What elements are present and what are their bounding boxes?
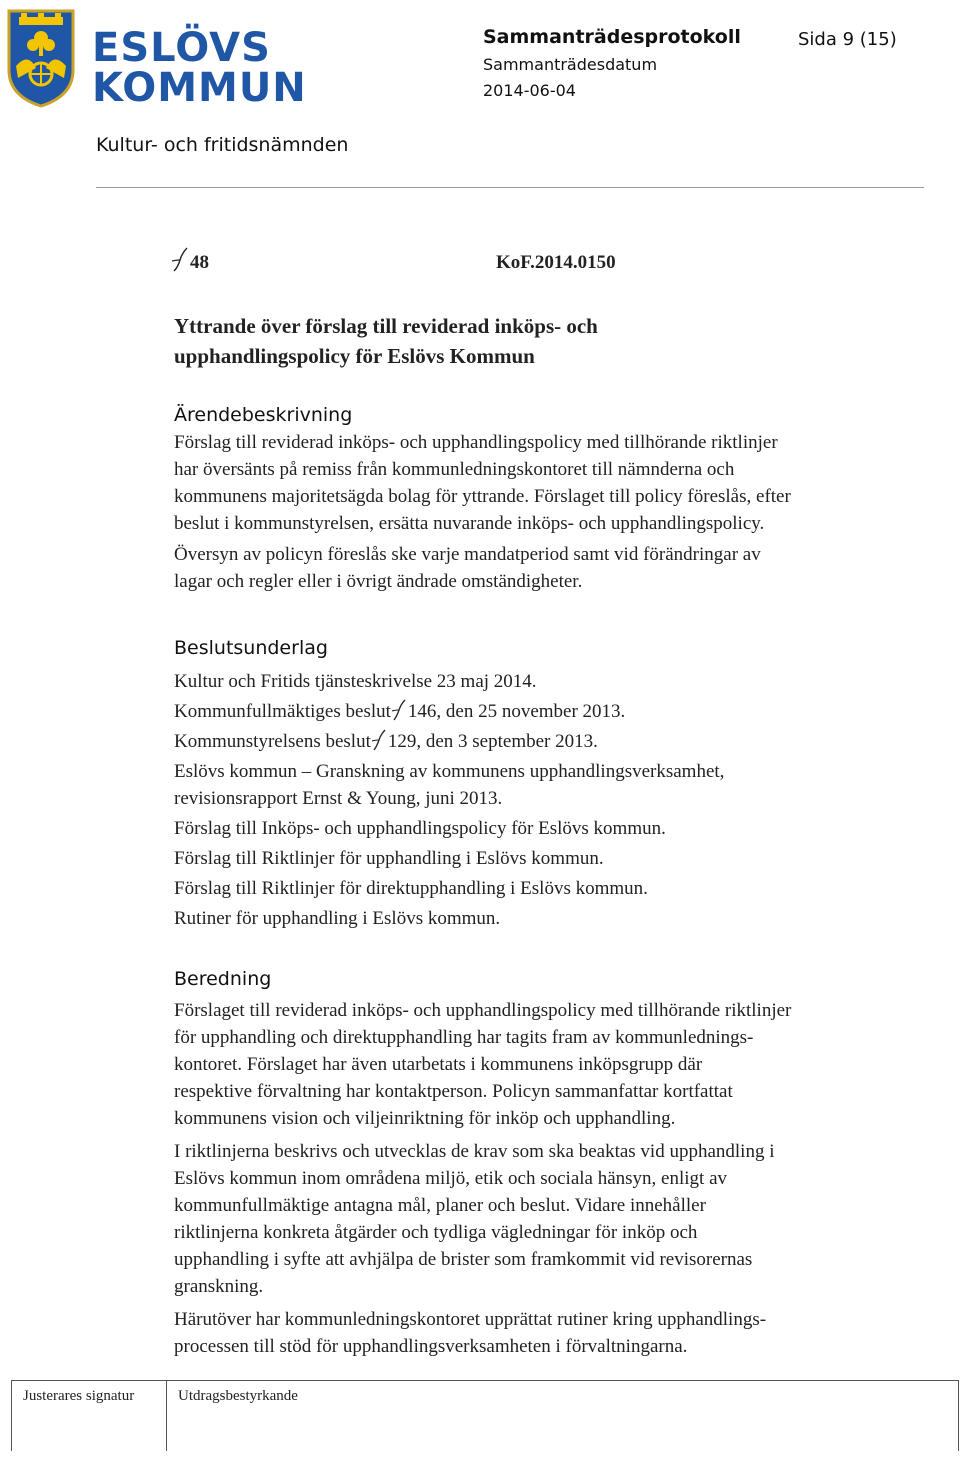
beslutsunderlag-heading: Beslutsunderlag bbox=[174, 637, 328, 659]
text-line: Eslövs kommun inom områdena miljö, etik och sociala hänsyn, enligt av bbox=[174, 1168, 728, 1189]
arendebeskrivning-section bbox=[174, 402, 934, 595]
beredning-heading: Beredning bbox=[174, 968, 272, 990]
list-item-text: Kommunstyrelsens beslut bbox=[174, 731, 371, 752]
brand-line-1: ESLÖVS bbox=[92, 25, 271, 71]
footer-label-utdrag: Utdragsbestyrkande bbox=[178, 1388, 298, 1404]
text-line: riktlinjerna konkreta åtgärder och tydliga vägledningar för inköp och bbox=[174, 1222, 698, 1243]
beredning-section bbox=[174, 966, 934, 1360]
list-item: Eslövs kommun – Granskning av kommunens upphandlingsverksamhet, bbox=[174, 761, 725, 782]
protocol-title: Sammanträdesprotokoll bbox=[483, 26, 741, 48]
footer-cell-utdrag bbox=[167, 1381, 407, 1451]
text-line: upphandling i syfte att avhjälpa de brister som framkommit vid revisorernas bbox=[174, 1249, 753, 1270]
footer-cell-justerare bbox=[12, 1381, 167, 1451]
title-line-1: Yttrande över förslag till reviderad inköps- och bbox=[174, 314, 598, 338]
text-line: Förslaget till reviderad inköps- och upphandlingspolicy med tillhörande riktlinjer bbox=[174, 1000, 792, 1021]
paragraph-title bbox=[174, 311, 874, 371]
date-label: Sammanträdesdatum bbox=[483, 55, 658, 74]
text-line: Översyn av policyn föreslås ske varje mandatperiod samt vid förändringar av bbox=[174, 544, 761, 565]
list-item: Kultur och Fritids tjänsteskrivelse 23 maj 2014. bbox=[174, 671, 537, 692]
header-divider bbox=[96, 187, 924, 188]
section-sign-icon bbox=[372, 729, 386, 751]
list-item-text: 146, den 25 november 2013. bbox=[407, 701, 626, 722]
text-line: beslut i kommunstyrelsen, ersätta nuvarande inköps- och upphandlingspolicy. bbox=[174, 513, 765, 534]
text-line: processen till stöd för upphandlingsverksamheten i förvaltningarna. bbox=[174, 1336, 688, 1357]
text-line: har översänts på remiss från kommunledningskontoret till nämnderna och bbox=[174, 459, 735, 480]
signature-footer bbox=[11, 1380, 959, 1451]
text-line: för upphandling och direktupphandling har tagits fram av kommunlednings- bbox=[174, 1027, 754, 1048]
text-line: granskning. bbox=[174, 1276, 264, 1297]
text-line: kontoret. Förslaget har även utarbetats i kommunens inköpsgrupp där bbox=[174, 1054, 703, 1075]
date-value: 2014-06-04 bbox=[483, 81, 576, 100]
list-item bbox=[174, 728, 934, 755]
brand-line-2: KOMMUN bbox=[92, 65, 307, 111]
text-line: Härutöver har kommunledningskontoret upprättat rutiner kring upphandlings- bbox=[174, 1309, 767, 1330]
case-reference: KoF.2014.0150 bbox=[496, 252, 616, 273]
text-line: lagar och regler eller i övrigt ändrade omständigheter. bbox=[174, 571, 583, 592]
text-line: kommunfullmäktige antagna mål, planer och beslut. Vidare innehåller bbox=[174, 1195, 706, 1216]
page-number: Sida 9 (15) bbox=[798, 29, 897, 50]
brand-wordmark bbox=[92, 25, 307, 111]
list-item: Förslag till Riktlinjer för upphandling i Eslövs kommun. bbox=[174, 848, 604, 869]
page-header bbox=[0, 0, 960, 190]
list-item: Rutiner för upphandling i Eslövs kommun. bbox=[174, 908, 501, 929]
footer-label-justerare: Justerares signatur bbox=[23, 1388, 135, 1404]
section-sign-icon bbox=[392, 699, 406, 721]
paragraph-number: 48 bbox=[190, 252, 209, 273]
eslov-crest-logo bbox=[6, 8, 76, 108]
list-item: revisionsrapport Ernst & Young, juni 2013. bbox=[174, 788, 503, 809]
text-line: respektive förvaltning har kontaktperson. Policyn sammanfattar kortfattat bbox=[174, 1081, 733, 1102]
list-item-text: 129, den 3 september 2013. bbox=[387, 731, 598, 752]
text-line: Förslag till reviderad inköps- och upphandlingspolicy med tillhörande riktlinjer bbox=[174, 432, 778, 453]
text-line: kommunens majoritetsägda bolag för yttrande. Förslaget till policy föreslås, efter bbox=[174, 486, 791, 507]
paragraph-heading bbox=[172, 245, 932, 279]
title-line-2: upphandlingspolicy för Eslövs Kommun bbox=[174, 344, 535, 368]
beslutsunderlag-section bbox=[174, 635, 934, 935]
section-sign-icon bbox=[172, 247, 188, 273]
list-item: Förslag till Inköps- och upphandlingspolicy för Eslövs kommun. bbox=[174, 818, 666, 839]
text-line: I riktlinjerna beskrivs och utvecklas de krav som ska beaktas vid upphandling i bbox=[174, 1141, 775, 1162]
list-item: Förslag till Riktlinjer för direktupphandling i Eslövs kommun. bbox=[174, 878, 648, 899]
list-item-text: Kommunfullmäktiges beslut bbox=[174, 701, 391, 722]
department-name: Kultur- och fritidsnämnden bbox=[96, 134, 349, 156]
list-item bbox=[174, 698, 934, 725]
arendebeskrivning-heading: Ärendebeskrivning bbox=[174, 404, 353, 426]
text-line: kommunens vision och viljeinriktning för inköp och upphandling. bbox=[174, 1108, 676, 1129]
